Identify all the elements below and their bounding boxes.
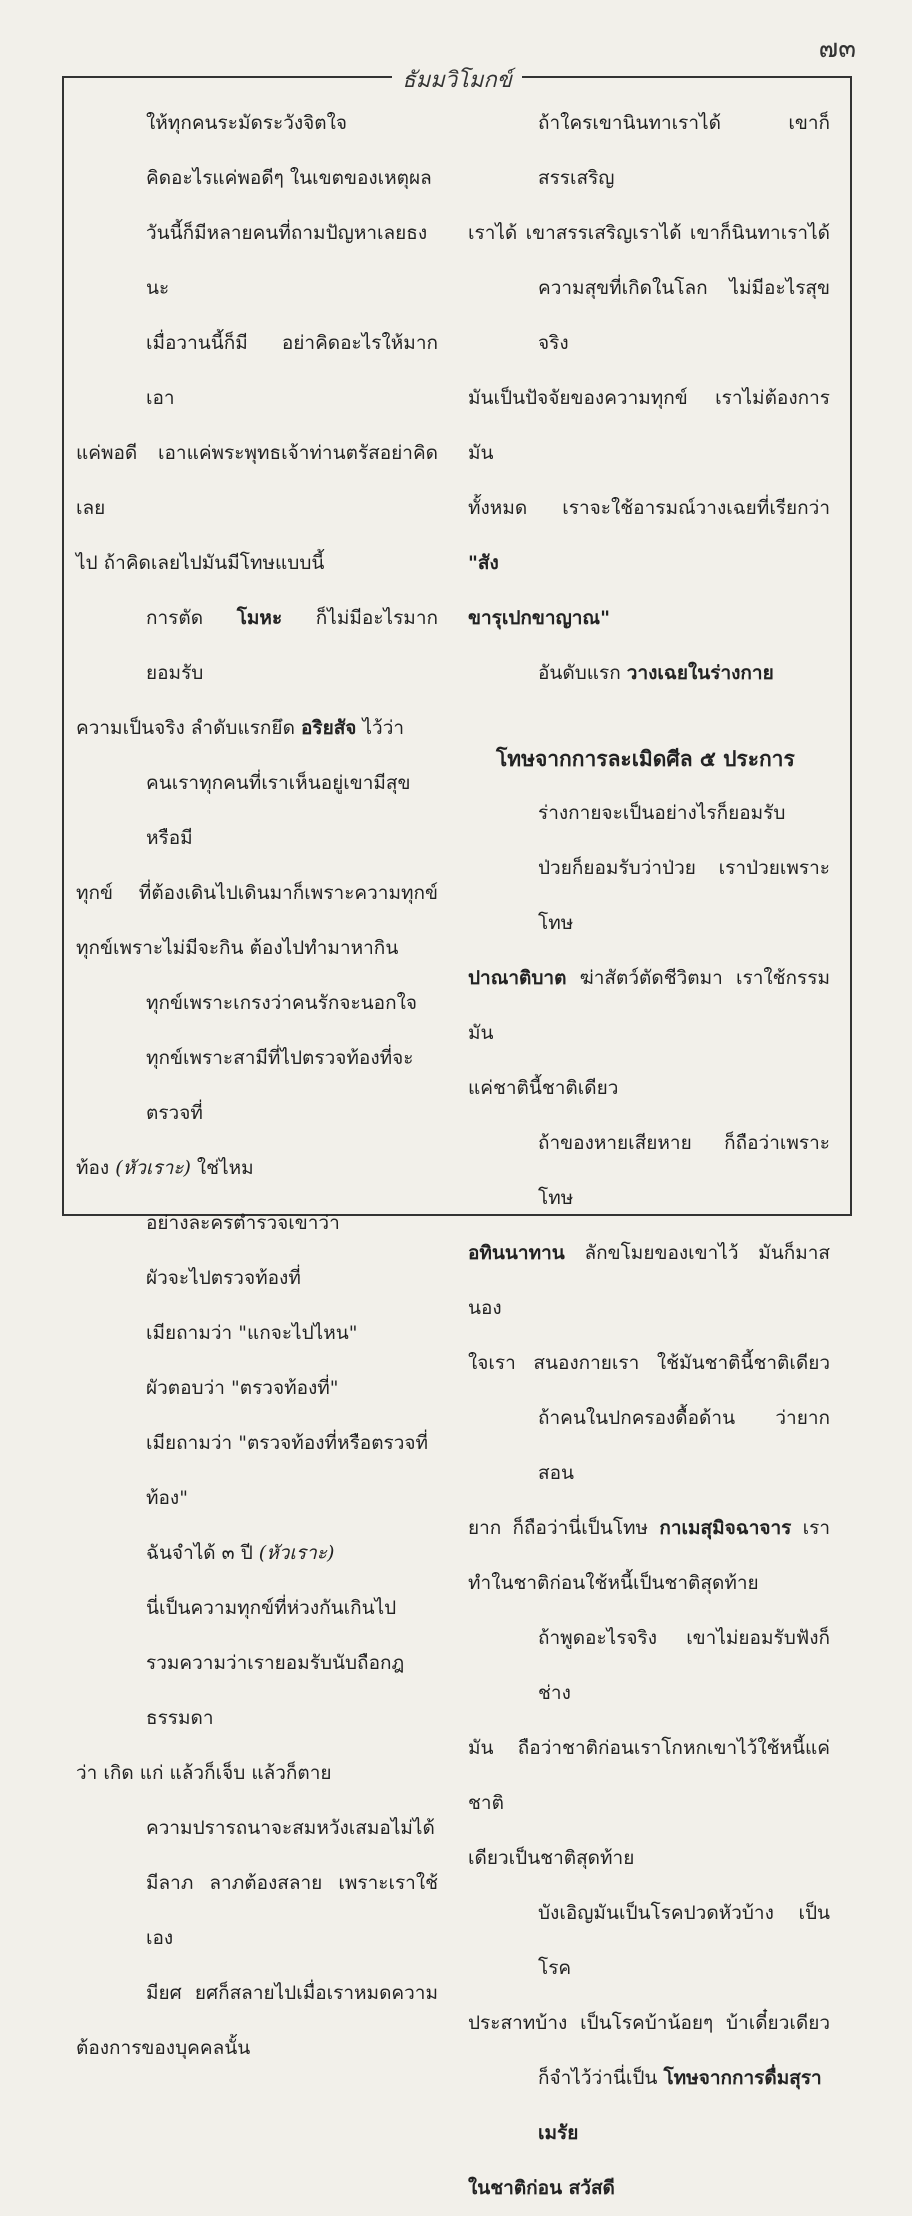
running-head [64,62,850,97]
text-line: ถ้าของหายเสียหาย ก็ถือว่าเพราะโทษ [538,1132,830,1209]
bold-term: ในชาติก่อน สวัสดี [468,2177,615,2199]
text-line: เมียถามว่า "ตรวจท้องที่หรือตรวจที่ท้อง" [146,1432,429,1509]
text-line: คนเราทุกคนที่เราเห็นอยู่เขามีสุขหรือมี [146,772,411,849]
text-line: แค่พอดี เอาแค่พระพุทธเจ้าท่านตรัสอย่าคิดเลย [76,442,438,519]
text-line: ให้ทุกคนระมัดระวังจิตใจ [146,112,348,134]
text-line: ร่างกายจะเป็นอย่างไรก็ยอมรับ [538,802,786,824]
section-heading: โทษจากการละเมิดศีล ๕ ประการ [496,746,795,771]
text-line: ทั้งหมด เราจะใช้อารมณ์วางเฉยที่เรียกว่า "สัง [468,497,830,574]
text-line: ท้อง (หัวเราะ) ใช่ไหม [76,1157,254,1179]
italic-note: (หัวเราะ) [258,1542,335,1564]
text-line: เราได้ เขาสรรเสริญเราได้ เขาก็นินทาเราได้ [468,222,830,244]
text-line: คิดอะไรแค่พอดีๆ ในเขตของเหตุผล [146,167,432,189]
text-line: ผัวจะไปตรวจท้องที่ [146,1267,301,1289]
text-line: ทำในชาติก่อนใช้หนี้เป็นชาติสุดท้าย [468,1572,759,1594]
text-line: ประสาทบ้าง เป็นโรคบ้าน้อยๆ บ้าเดี๋ยวเดียว [468,2012,830,2034]
bold-term: โทษจากการดื่มสุราเมรัย [538,2067,822,2144]
text-line: อทินนาทาน ลักขโมยของเขาไว้ มันก็มาสนอง [468,1242,830,1319]
running-head-text: ธัมมวิโมกข์ [392,68,521,93]
text-line: ต้องการของบุคคลนั้น [76,2037,251,2059]
text-line: ความเป็นจริง ลำดับแรกยึด อริยสัจ ไว้ว่า [76,717,405,739]
text-line: มีลาภ ลาภต้องสลาย เพราะเราใช้เอง [146,1872,438,1949]
text-line: ไป ถ้าคิดเลยไปมันมีโทษแบบนี้ [76,552,325,574]
text-line: ทุกข์เพราะเกรงว่าคนรักจะนอกใจ [146,992,417,1014]
text-line: รวมความว่าเรายอมรับนับถือกฎธรรมดา [146,1652,405,1729]
text-line: มันเป็นปัจจัยของความทุกข์ เราไม่ต้องการมัน [468,387,830,464]
text-line: อันดับแรก วางเฉยในร่างกาย [538,662,774,684]
bold-term: วางเฉยในร่างกาย [626,662,774,684]
text-line [468,2161,830,2216]
text-line: ถ้าพูดอะไรจริง เขาไม่ยอมรับฟังก็ช่าง [538,1627,830,1704]
text-line: ฉันจำได้ ๓ ปี (หัวเราะ) [146,1542,335,1564]
text-line: ก็จำไว้ว่านี่เป็น โทษจากการดื่มสุราเมรัย [538,2067,822,2144]
bold-term: โมหะ [236,607,283,629]
text-line: ความปรารถนาจะสมหวังเสมอไม่ได้ [146,1817,435,1839]
text-line: ความสุขที่เกิดในโลก ไม่มีอะไรสุขจริง [538,277,830,354]
text-line: วันนี้ก็มีหลายคนที่ถามปัญหาเลยธงนะ [146,222,428,299]
text-line: มัน ถือว่าชาติก่อนเราโกหกเขาไว้ใช้หนี้แค่ชาติ [468,1737,830,1814]
text-line: ยาก ก็ถือว่านี่เป็นโทษ กาเมสุมิจฉาจาร เรา [468,1517,830,1539]
text-line: ผัวตอบว่า "ตรวจท้องที่" [146,1377,339,1399]
text-line: บังเอิญมันเป็นโรคปวดหัวบ้าง เป็นโรค [538,1902,830,1979]
text-line: เมียถามว่า "แกจะไปไหน" [146,1322,358,1344]
text-line: นี่เป็นความทุกข์ที่ห่วงกันเกินไป [146,1597,397,1619]
text-line: ป่วยก็ยอมรับว่าป่วย เราป่วยเพราะโทษ [538,857,830,934]
text-line: มียศ ยศก็สลายไปเมื่อเราหมดความ [146,1982,438,2004]
text-line: ปาณาติบาต ฆ่าสัตว์ตัดชีวิตมา เราใช้กรรมมัน [468,967,830,1044]
text-line: ว่า เกิด แก่ แล้วก็เจ็บ แล้วก็ตาย [76,1762,332,1784]
text-line: ทุกข์เพราะสามีที่ไปตรวจท้องที่จะตรวจที่ [146,1047,414,1124]
text-line: เมื่อวานนี้ก็มี อย่าคิดอะไรให้มาก เอา [146,332,438,409]
text-line: ทุกข์เพราะไม่มีจะกิน ต้องไปทำมาหากิน [76,937,399,959]
page-frame [62,68,852,2199]
bold-term: กาเมสุมิจฉาจาร [659,1517,792,1539]
left-column [76,96,438,2076]
bold-term: ขารุเปกขาญาณ" [468,607,610,629]
italic-note: (หัวเราะ) [115,1157,191,1179]
text-line: การตัด โมหะ ก็ไม่มีอะไรมาก ยอมรับ [146,607,438,684]
text-line: ทุกข์ ที่ต้องเดินไปเดินมาก็เพราะความทุกข์ [76,882,438,904]
text-line: ถ้าใครเขานินทาเราได้ เขาก็สรรเสริญ [538,112,830,189]
text-line: ใจเรา สนองกายเรา ใช้มันชาตินี้ชาติเดียว [468,1352,830,1374]
text-line: เดียวเป็นชาติสุดท้าย [468,1847,635,1869]
text-line: ถ้าคนในปกครองดื้อด้าน ว่ายากสอน [538,1407,830,1484]
bold-term: อริยสัจ [300,717,357,739]
bold-term: ปาณาติบาต [468,967,567,989]
text-line: อย่างละครตำรวจเขาว่า [146,1212,340,1234]
text-line: แค่ชาตินี้ชาติเดียว [468,1077,619,1099]
bold-term: อทินนาทาน [468,1242,565,1264]
bold-term: "สัง [468,552,499,574]
page-number: ๗๓ [818,34,856,64]
right-column [468,96,830,2216]
text-line [468,591,830,646]
